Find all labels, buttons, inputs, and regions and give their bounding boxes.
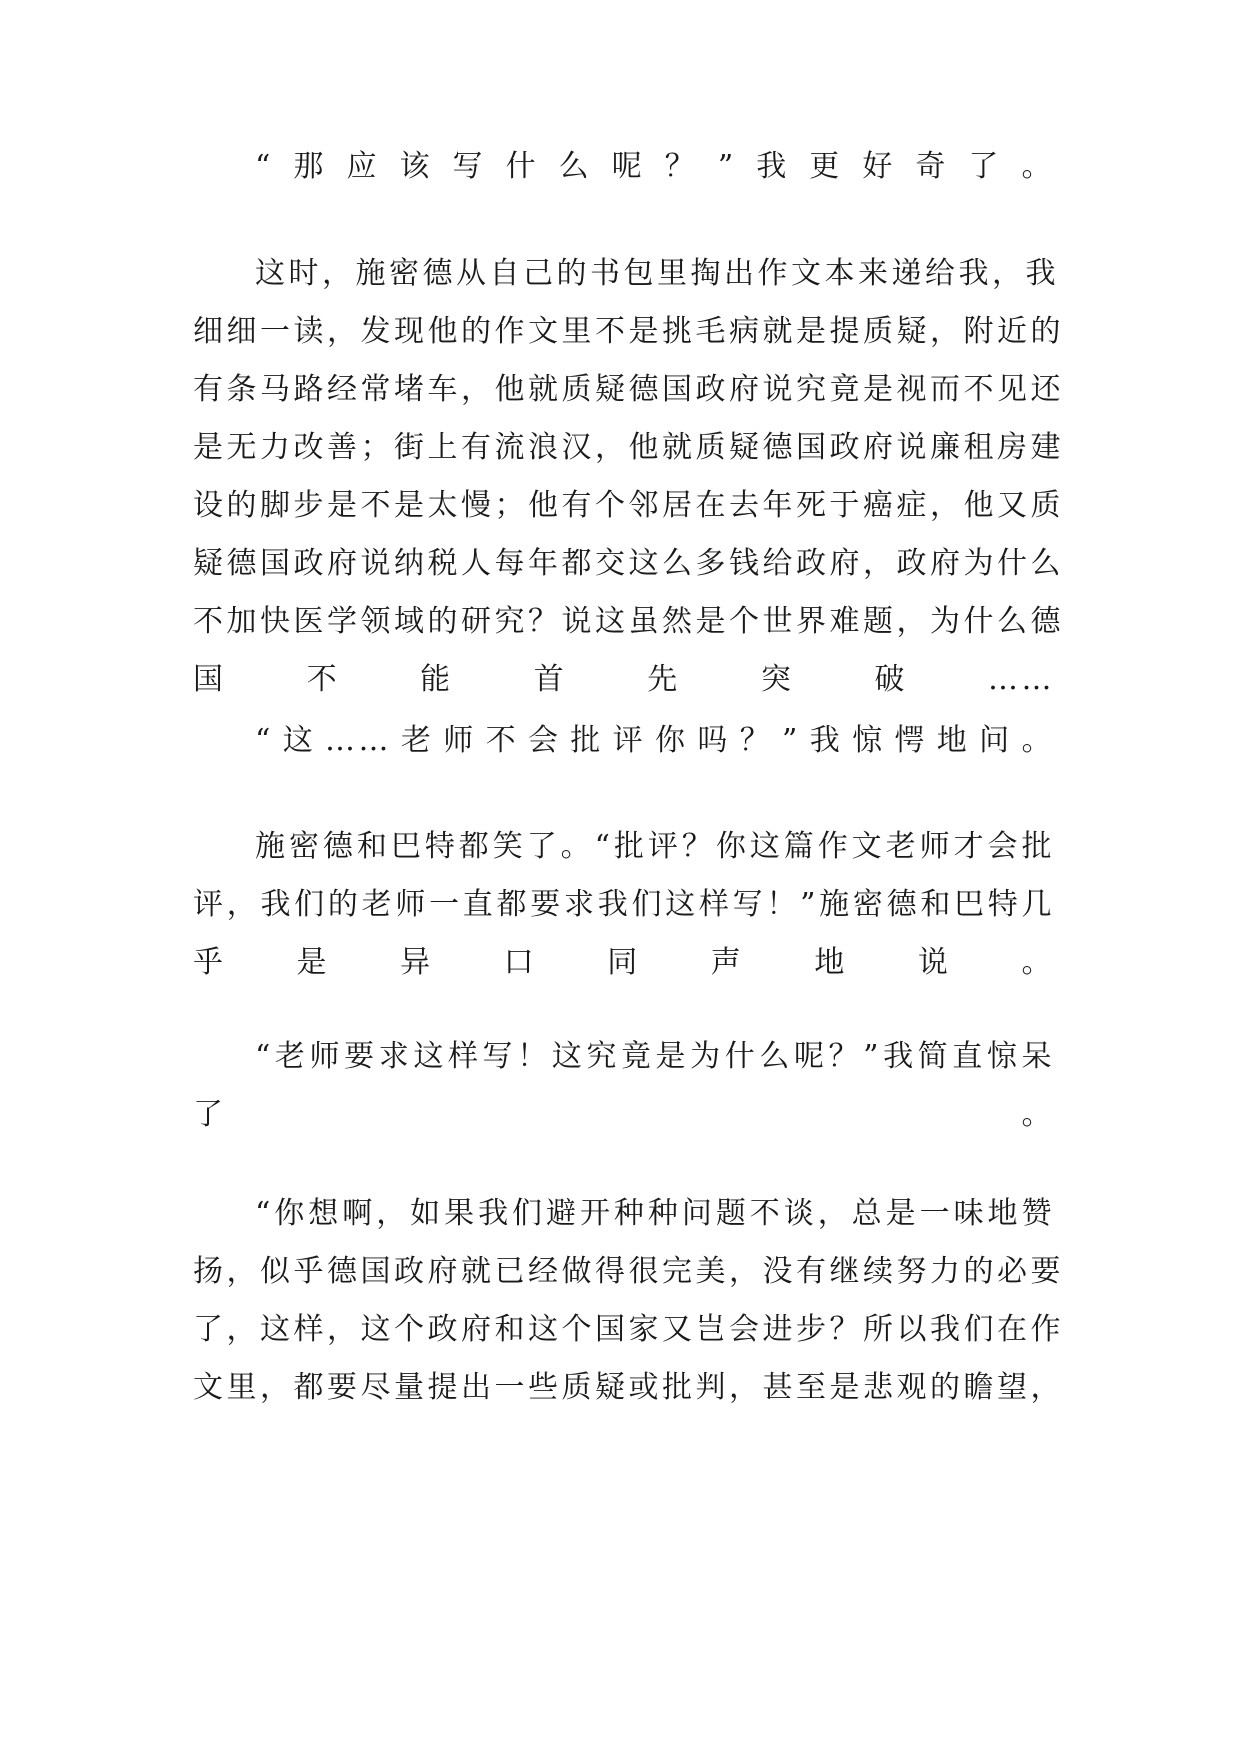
paragraph-line: 不加快医学领域的研究？说这虽然是个世界难题，为什么德	[193, 604, 1064, 639]
paragraph-line: 疑德国政府说纳税人每年都交这么多钱给政府，政府为什么	[193, 546, 1064, 581]
paragraph-line: 了，这样，这个政府和这个国家又岂会进步？所以我们在作	[193, 1312, 1064, 1347]
paragraph-line: “那应该写什么呢？”我更好奇了。	[255, 149, 1055, 184]
paragraph-line: 是无力改善；街上有流浪汉，他就质疑德国政府说廉租房建	[193, 430, 1064, 465]
paragraph-line: 施密德和巴特都笑了。“批评？你这篇作文老师才会批	[255, 829, 1055, 864]
paragraph-5	[193, 1028, 1055, 1144]
paragraph-line: 设的脚步是不是太慢；他有个邻居在去年死于癌症，他又质	[193, 488, 1064, 523]
paragraph-line: 了。	[193, 1097, 1055, 1132]
paragraph-4	[193, 818, 1055, 992]
paragraph-1	[193, 138, 1055, 196]
paragraph-line: “这……老师不会批评你吗？”我惊愕地问。	[255, 723, 1055, 758]
paragraph-line: 有条马路经常堵车，他就质疑德国政府说究竟是视而不见还	[193, 372, 1064, 407]
paragraph-line: 扬，似乎德国政府就已经做得很完美，没有继续努力的必要	[193, 1254, 1064, 1289]
paragraph-line: 国不能首先突破……	[193, 662, 1055, 697]
paragraph-line: “老师要求这样写！这究竟是为什么呢？”我简直惊呆	[255, 1039, 1055, 1074]
paragraph-3	[193, 712, 1055, 770]
paragraph-line: 细细一读，发现他的作文里不是挑毛病就是提质疑，附近的	[193, 314, 1064, 349]
paragraph-line: “你想啊，如果我们避开种种问题不谈，总是一味地赞	[255, 1196, 1055, 1231]
paragraph-2	[193, 245, 1064, 709]
paragraph-6	[193, 1185, 1064, 1417]
paragraph-line: 这时，施密德从自己的书包里掏出作文本来递给我，我	[255, 256, 1059, 291]
paragraph-line: 乎是异口同声地说。	[193, 945, 1055, 980]
paragraph-line: 文里，都要尽量提出一些质疑或批判，甚至是悲观的瞻望，	[193, 1370, 1064, 1405]
paragraph-line: 评，我们的老师一直都要求我们这样写！”施密德和巴特几	[193, 887, 1055, 922]
